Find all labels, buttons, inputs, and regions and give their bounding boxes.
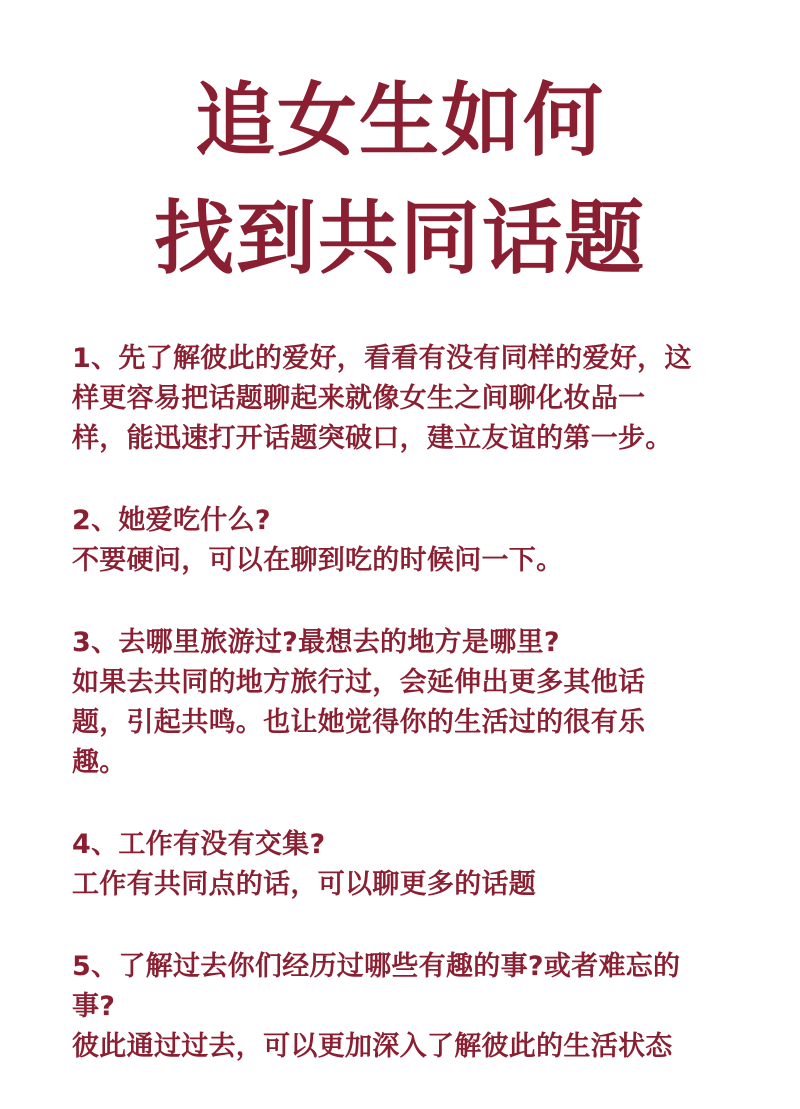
tip-section-3 [72, 623, 732, 783]
tip-section-5 [72, 947, 732, 1067]
tip-text-line: 工作有共同点的话，可以聊更多的话题 [72, 869, 537, 900]
title-line-1: 追女生如何 [195, 74, 605, 167]
tip-text-line: 样更容易把话题聊起来就像女生之间聊化妆品一 [72, 383, 646, 414]
tip-section-2 [72, 501, 732, 581]
tip-text-line: 彼此通过过去，可以更加深入了解彼此的生活状态 [72, 1031, 673, 1062]
page-title [0, 0, 800, 298]
tip-text-line: 如果去共同的地方旅行过，会延伸出更多其他话 [72, 667, 646, 698]
tip-section-4 [72, 825, 732, 905]
tip-heading: 5、了解过去你们经历过哪些有趣的事?或者难忘的 [72, 951, 681, 982]
tip-text-line: 1、先了解彼此的爱好，看看有没有同样的爱好，这 [72, 343, 692, 374]
tip-heading: 3、去哪里旅游过?最想去的地方是哪里? [72, 627, 560, 658]
tip-text-line: 趣。 [72, 747, 127, 778]
tip-heading: 4、工作有没有交集? [72, 829, 326, 860]
tip-heading: 2、她爱吃什么? [72, 505, 271, 536]
tip-text-line: 不要硬问，可以在聊到吃的时候问一下。 [72, 545, 564, 576]
title-line-2: 找到共同话题 [154, 192, 646, 285]
tip-heading: 事? [72, 991, 116, 1022]
article-body [72, 339, 732, 1109]
tip-section-1 [72, 339, 732, 459]
tip-text-line: 样，能迅速打开话题突破口，建立友谊的第一步。 [72, 423, 673, 454]
tip-text-line: 题，引起共鸣。也让她觉得你的生活过的很有乐 [72, 707, 646, 738]
